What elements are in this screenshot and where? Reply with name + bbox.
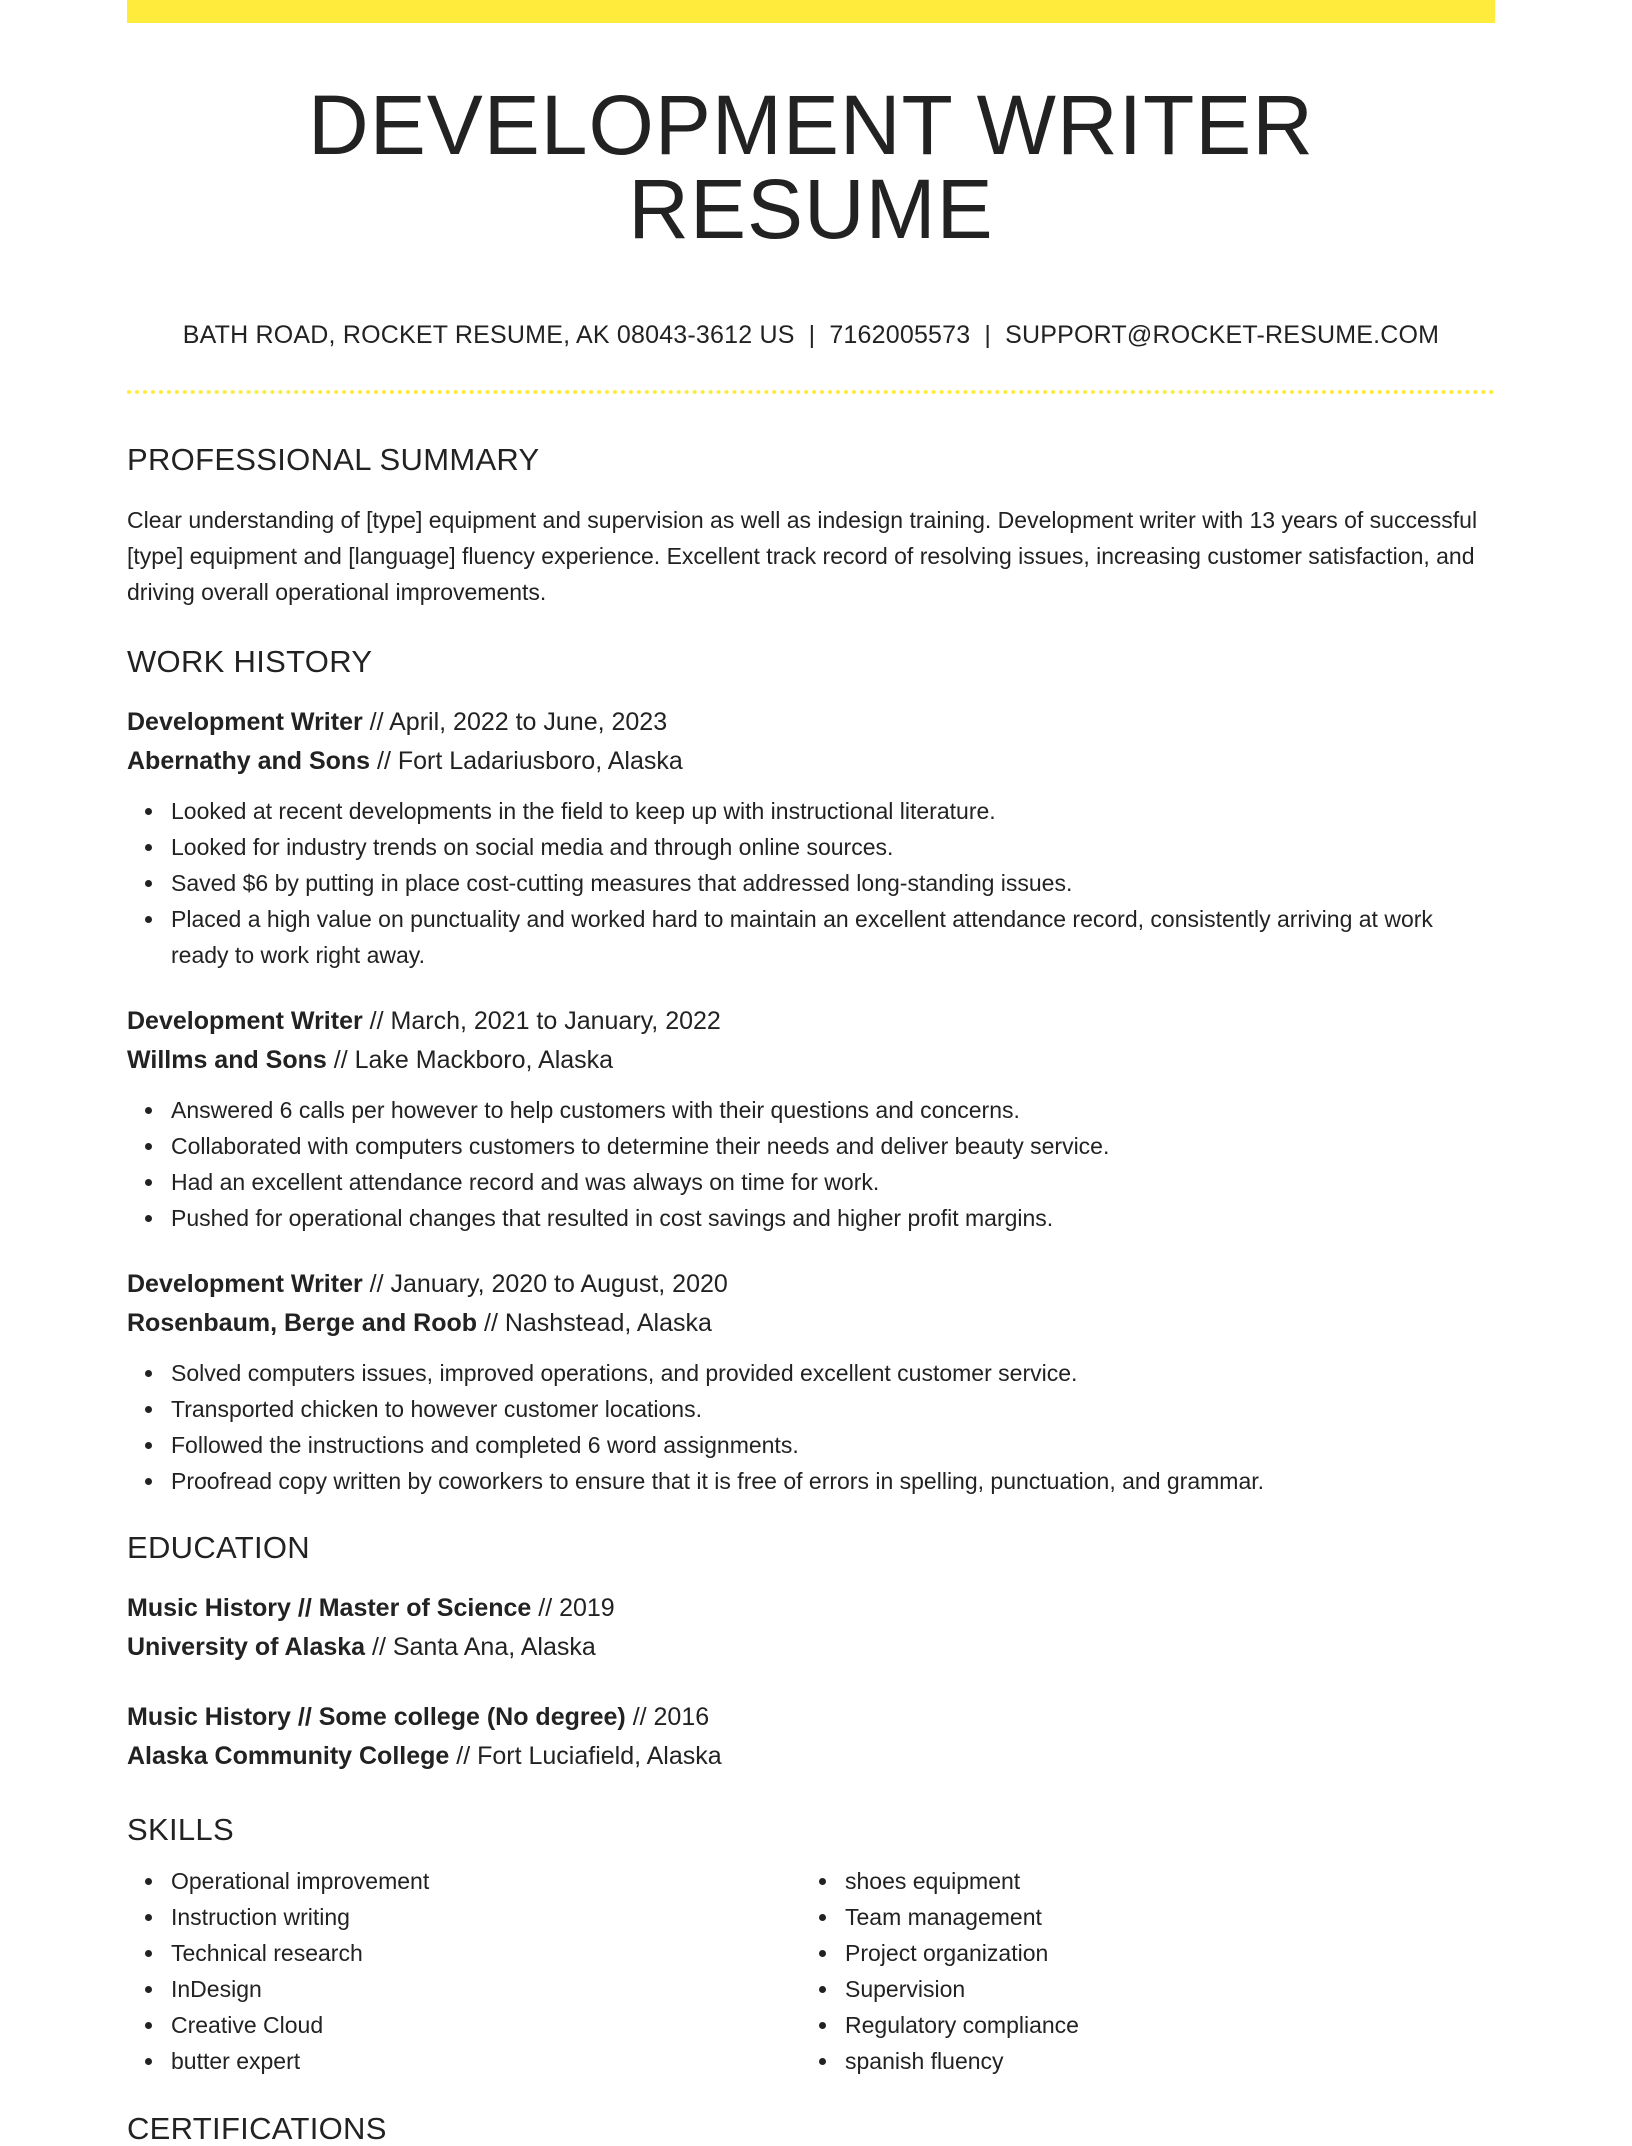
school-line <box>127 1737 1495 1776</box>
job-entry <box>127 1002 1495 1236</box>
school: Alaska Community College <box>127 1742 450 1770</box>
summary-heading: PROFESSIONAL SUMMARY <box>127 442 540 477</box>
list-item: Instruction writing <box>127 1899 801 1935</box>
page-title: DEVELOPMENT WRITER RESUME <box>308 78 1314 256</box>
job-bullets <box>127 1355 1495 1499</box>
job-title-line <box>127 1002 1495 1041</box>
list-item: Collaborated with computers customers to determine their needs and deliver beauty service. <box>127 1128 1495 1164</box>
list-item: Operational improvement <box>127 1863 801 1899</box>
degree-year: // 2019 <box>538 1594 615 1622</box>
job-entry <box>127 703 1495 973</box>
certifications-heading: CERTIFICATIONS <box>127 2111 387 2146</box>
skills-columns <box>127 1863 1495 2079</box>
education-heading: EDUCATION <box>127 1530 310 1565</box>
list-item: Creative Cloud <box>127 2007 801 2043</box>
job-location: // Lake Mackboro, Alaska <box>333 1046 614 1074</box>
job-location: // Nashstead, Alaska <box>484 1309 712 1337</box>
skills-right-list <box>801 1863 1475 2079</box>
school-location: // Santa Ana, Alaska <box>372 1633 596 1661</box>
accent-top-bar <box>127 0 1495 23</box>
list-item: Followed the instructions and completed 6 word assignments. <box>127 1427 1495 1463</box>
dotted-divider <box>127 390 1495 394</box>
education-entry <box>127 1589 1495 1667</box>
job-title: Development Writer <box>127 708 363 736</box>
degree: Music History // Some college (No degree) <box>127 1703 626 1731</box>
school-location: // Fort Luciafield, Alaska <box>456 1742 722 1770</box>
list-item: Looked for industry trends on social media and through online sources. <box>127 829 1495 865</box>
list-item: Saved $6 by putting in place cost-cutting measures that addressed long-standing issues. <box>127 865 1495 901</box>
list-item: Transported chicken to however customer locations. <box>127 1391 1495 1427</box>
school: University of Alaska <box>127 1633 366 1661</box>
degree: Music History // Master of Science <box>127 1594 532 1622</box>
job-title: Development Writer <box>127 1007 363 1035</box>
job-dates: // March, 2021 to January, 2022 <box>369 1007 721 1035</box>
job-company: Willms and Sons <box>127 1046 327 1074</box>
education-entry <box>127 1698 1495 1776</box>
job-location: // Fort Ladariusboro, Alaska <box>377 747 683 775</box>
job-company: Abernathy and Sons <box>127 747 371 775</box>
contact-separator: | <box>984 321 992 349</box>
summary-text: Clear understanding of [type] equipment and supervision as well as indesign training. Development writer with 13 years of successful [type] equipment and [language] fluency experience. Excellent track record of resolving issues, increasing customer satisfaction, and driving overall operational improvements. <box>127 507 1478 605</box>
job-title: Development Writer <box>127 1270 363 1298</box>
contact-address: BATH ROAD, ROCKET RESUME, AK 08043-3612 US <box>182 321 795 349</box>
degree-year: // 2016 <box>632 1703 710 1731</box>
contact-line <box>127 321 1495 350</box>
job-company-line <box>127 1304 1495 1343</box>
contact-separator: | <box>808 321 816 349</box>
job-bullets <box>127 793 1495 973</box>
list-item: Solved computers issues, improved operations, and provided excellent customer service. <box>127 1355 1495 1391</box>
list-item: InDesign <box>127 1971 801 2007</box>
list-item: Placed a high value on punctuality and worked hard to maintain an excellent attendance record, consistently arriving at work ready to work right away. <box>127 901 1495 973</box>
list-item: Had an excellent attendance record and was always on time for work. <box>127 1164 1495 1200</box>
job-company-line <box>127 742 1495 781</box>
list-item: Looked at recent developments in the field to keep up with instructional literature. <box>127 793 1495 829</box>
school-line <box>127 1628 1495 1667</box>
job-company: Rosenbaum, Berge and Roob <box>127 1309 478 1337</box>
job-title-line <box>127 703 1495 742</box>
job-title-line <box>127 1265 1495 1304</box>
list-item: Supervision <box>801 1971 1475 2007</box>
skills-left-list <box>127 1863 801 2079</box>
list-item: butter expert <box>127 2043 801 2079</box>
contact-phone: 7162005573 <box>829 321 971 349</box>
list-item: Regulatory compliance <box>801 2007 1475 2043</box>
job-entry <box>127 1265 1495 1499</box>
list-item: Answered 6 calls per however to help customers with their questions and concerns. <box>127 1092 1495 1128</box>
job-dates: // April, 2022 to June, 2023 <box>369 708 668 736</box>
list-item: shoes equipment <box>801 1863 1475 1899</box>
list-item: Pushed for operational changes that resulted in cost savings and higher profit margins. <box>127 1200 1495 1236</box>
list-item: spanish fluency <box>801 2043 1475 2079</box>
list-item: Project organization <box>801 1935 1475 1971</box>
job-company-line <box>127 1041 1495 1080</box>
job-bullets <box>127 1092 1495 1236</box>
contact-email: SUPPORT@ROCKET-RESUME.COM <box>1005 321 1440 349</box>
degree-line <box>127 1589 1495 1628</box>
skills-heading: SKILLS <box>127 1812 234 1847</box>
list-item: Technical research <box>127 1935 801 1971</box>
work-history-heading: WORK HISTORY <box>127 644 373 679</box>
job-dates: // January, 2020 to August, 2020 <box>369 1270 728 1298</box>
list-item: Team management <box>801 1899 1475 1935</box>
degree-line <box>127 1698 1495 1737</box>
resume-page <box>127 0 1495 2144</box>
list-item: Proofread copy written by coworkers to ensure that it is free of errors in spelling, punctuation, and grammar. <box>127 1463 1495 1499</box>
